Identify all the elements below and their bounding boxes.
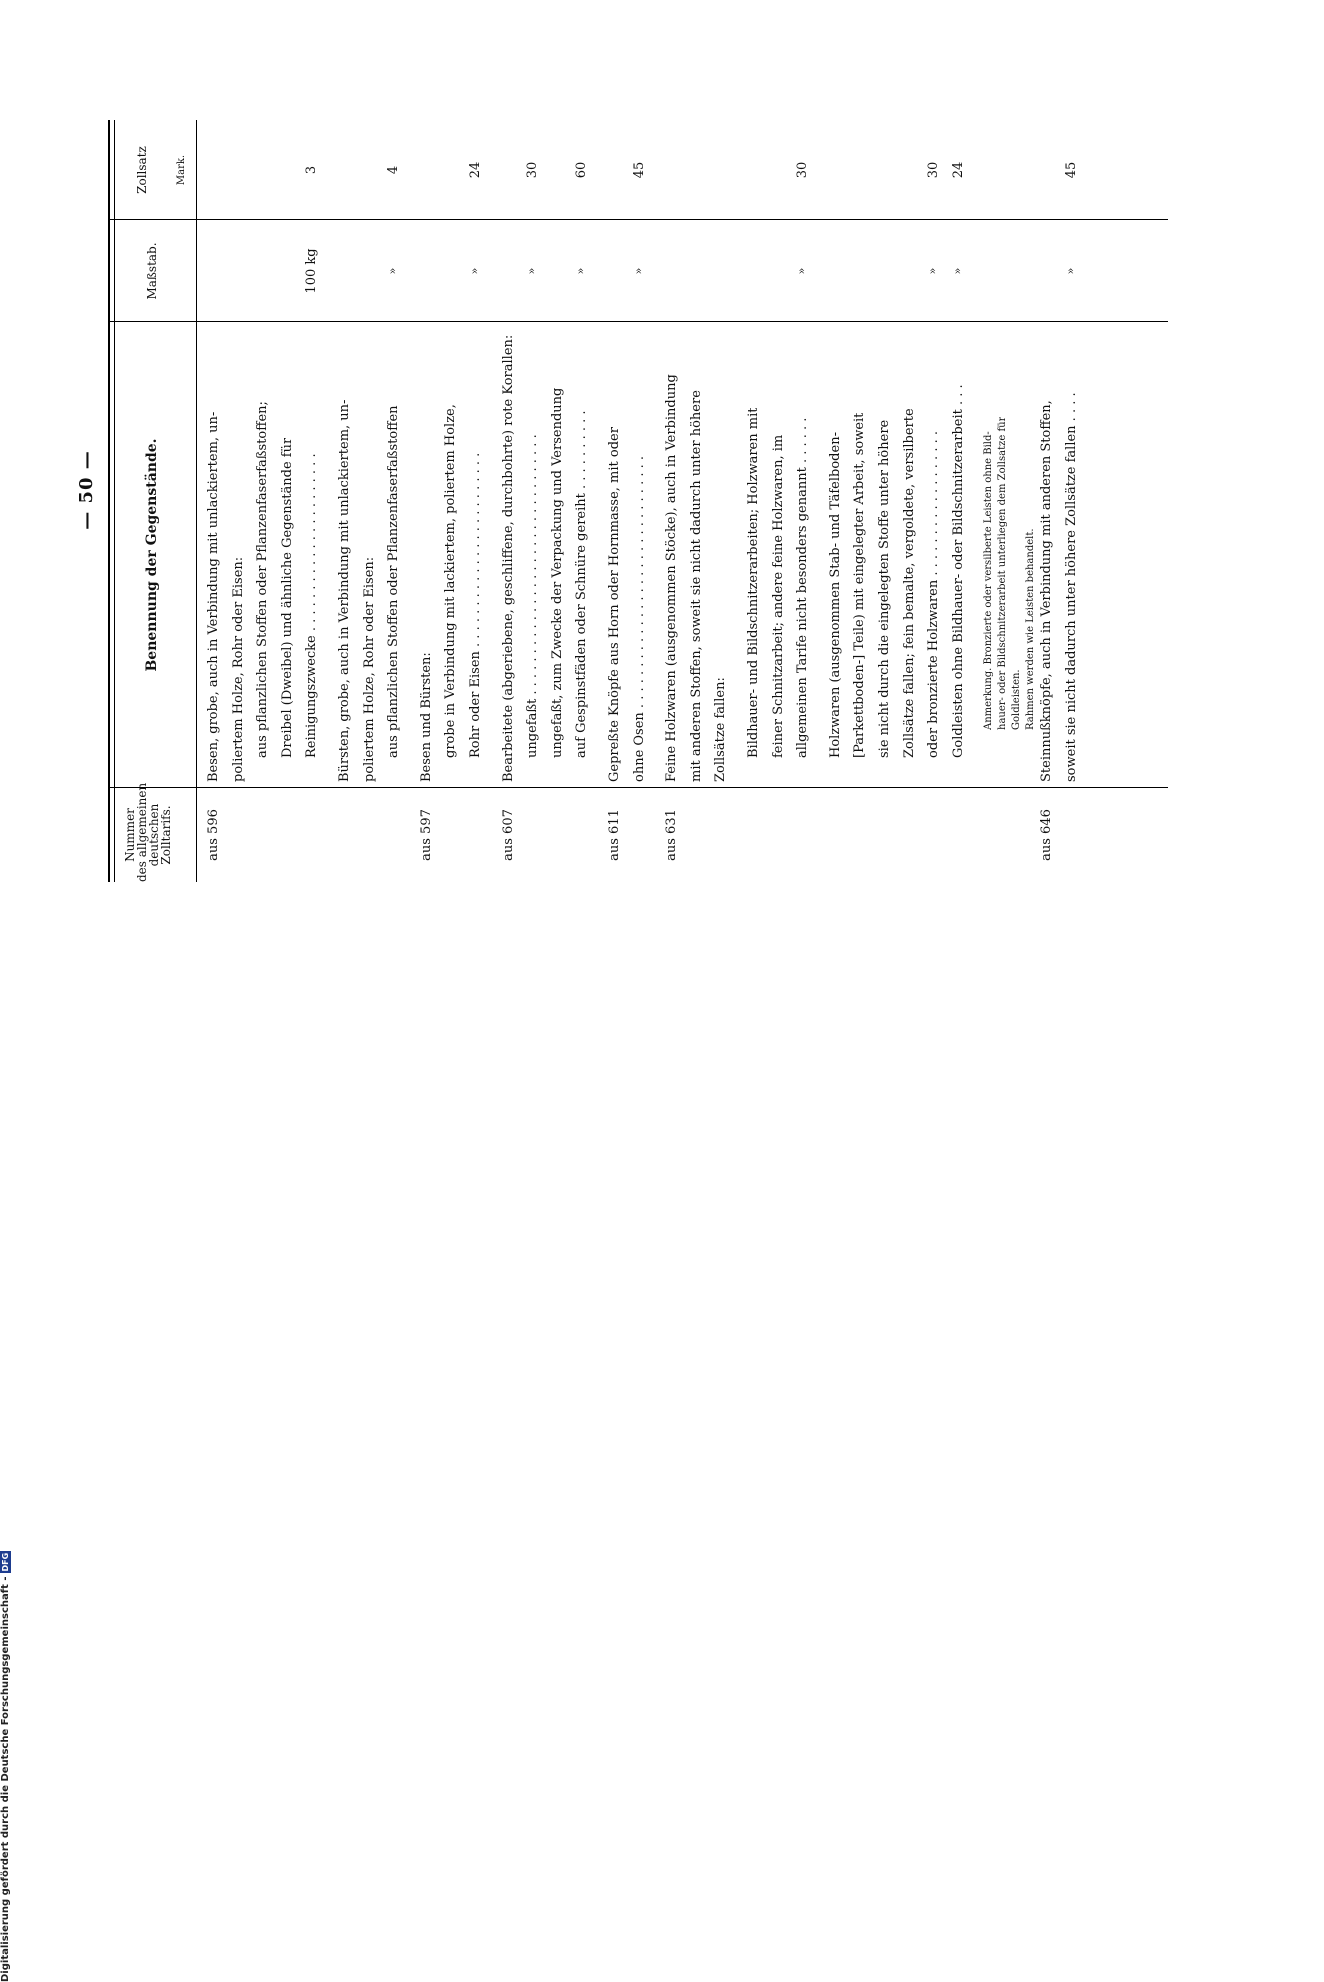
header-bottom-rule (196, 120, 197, 882)
header-duty-unit: Mark. (176, 154, 187, 186)
unit-cell: » (631, 267, 645, 275)
dfg-logo: DFG (1, 1552, 10, 1572)
annotation-line: hauer- oder Bildschnitzerarbeit unterliegen dem Zollsatze für (997, 416, 1009, 730)
description-line: feiner Schnitzarbeit; andere feine Holzwaren, im (770, 434, 786, 758)
duty-cell: 4 (386, 165, 402, 175)
unit-cell: » (574, 267, 588, 275)
header-unit: Maßstab. (145, 242, 159, 300)
description-line: poliertem Holze, Rohr oder Eisen: (361, 556, 377, 782)
header-description: Benennung der Gegenstände. (144, 438, 160, 672)
duty-cell: 30 (795, 161, 811, 179)
duty-cell: 24 (950, 161, 966, 179)
unit-cell: » (468, 267, 481, 275)
table-top-rule-outer (108, 120, 110, 882)
description-line: aus pflanzlichen Stoffen oder Pflanzenfaserfaßstoffen; (255, 401, 271, 758)
header-number-line: des allgemeinen (135, 782, 149, 882)
description-line: Zollsätze fallen; fein bemalte, vergoldete, versilberte (901, 408, 917, 758)
description-line: sie nicht durch die eingelegten Stoffe unter höhere (877, 419, 892, 758)
table-top-rule-inner (114, 120, 115, 882)
description-line: Goldleisten ohne Bildhauer- oder Bildschnitzerarbeit . . . (950, 384, 966, 758)
unit-cell: » (1064, 267, 1077, 275)
description-line: auf Gespinstfäden oder Schnüre gereiht . . . . . . . . . . (574, 410, 590, 758)
unit-cell: » (525, 267, 539, 275)
description-line: Bildhauer- und Bildschnitzerarbeiten; Holzwaren mit (746, 407, 761, 758)
description-line: Besen und Bürsten: (418, 652, 434, 782)
description-line: aus pflanzlichen Stoffen oder Pflanzenfaserfaßstoffen (386, 405, 402, 758)
page-number: — 50 — (76, 450, 97, 530)
description-line: Rohr oder Eisen . . . . . . . . . . . . . . . . . . . . . . . . (468, 452, 483, 758)
description-line: Zollsätze fallen: (713, 677, 729, 782)
tariff-number: aus 611 (607, 809, 622, 861)
description-line: ungefaßt, zum Zwecke der Verpackung und Versendung (549, 387, 565, 758)
header-number-line: Nummer (123, 808, 137, 862)
header-duty: Zollsatz (135, 146, 149, 194)
duty-cell: 30 (926, 161, 942, 179)
description-line: ohne Ösen . . . . . . . . . . . . . . . . . . . . . . . . . . . . . . . (631, 456, 647, 782)
duty-cell: 30 (525, 161, 541, 179)
description-line: grobe in Verbindung mit lackiertem, poliertem Holze, (443, 404, 459, 758)
header-number-line: deutschen (147, 803, 161, 867)
tariff-number: aus 597 (418, 809, 434, 861)
annotation-line: Goldleisten. (1011, 669, 1023, 730)
description-line: Holzwaren (ausgenommen Stab- und Täfelboden- (827, 432, 843, 758)
description-line: Feine Holzwaren (ausgenommen Stöcke), auch in Verbindung (664, 374, 680, 782)
description-line: Dreibel (Dweibel) und ähnliche Gegenstände für (279, 437, 295, 758)
unit-cell: 100 kg (304, 248, 320, 294)
unit-cell: » (386, 267, 400, 275)
column-rule-1 (108, 787, 1168, 788)
description-line: mit anderen Stoffen, soweit sie nicht dadurch unter höhere (688, 390, 704, 782)
annotation-line: Rahmen werden wie Leisten behandelt. (1025, 528, 1037, 730)
unit-cell: » (795, 267, 809, 275)
tariff-number: aus 596 (206, 809, 221, 861)
description-line: Reinigungszwecke . . . . . . . . . . . . . . . . . . . . . . (304, 453, 320, 758)
credit-text: Digitalisierung gefördert durch die Deutsche Forschungsgemeinschaft - (0, 1576, 11, 1982)
description-line: [Parkettboden-] Teile) mit eingelegter Arbeit, soweit (852, 412, 868, 758)
description-line: Bürsten, grobe, auch in Verbindung mit unlackiertem, un- (337, 399, 352, 782)
description-line: Besen, grobe, auch in Verbindung mit unlackiertem, un- (206, 411, 221, 782)
description-line: Steinnußknöpfe, auch in Verbindung mit anderen Stoffen, (1039, 400, 1055, 782)
description-line: poliertem Holze, Rohr oder Eisen: (230, 556, 246, 782)
tariff-number: aus 646 (1039, 809, 1055, 861)
duty-cell: 60 (574, 161, 590, 179)
description-line: oder bronzierte Holzwaren . . . . . . . . . . . . . . . . . . (926, 431, 942, 758)
description-line: Gepreßte Knöpfe aus Horn oder Hornmasse, mit oder (607, 427, 622, 782)
duty-cell: 45 (631, 161, 647, 179)
unit-cell: » (926, 267, 940, 275)
annotation-line: Anmerkung. Bronzierte oder versilberte Leisten ohne Bild- (983, 431, 995, 730)
description-line: ungefaßt . . . . . . . . . . . . . . . . . . . . . . . . . . . . . . . . (525, 434, 541, 758)
digitization-credit (0, 982, 18, 1982)
duty-cell: 3 (304, 165, 320, 175)
header-number-line: Zolltarifs. (159, 805, 173, 865)
tariff-number: aus 607 (500, 809, 516, 861)
description-line: allgemeinen Tarife nicht besonders genannt . . . . . . (795, 417, 811, 758)
tariff-number: aus 631 (664, 809, 680, 861)
description-line: soweit sie nicht dadurch unter höhere Zollsätze fallen . . . . (1064, 392, 1079, 782)
duty-cell: 45 (1064, 161, 1079, 179)
duty-cell: 24 (468, 161, 483, 179)
unit-cell: » (950, 267, 964, 275)
header-number (123, 782, 173, 882)
description-line: Bearbeitete (abgeriebene, geschliffene, durchbohrte) rote Korallen: (500, 334, 516, 782)
